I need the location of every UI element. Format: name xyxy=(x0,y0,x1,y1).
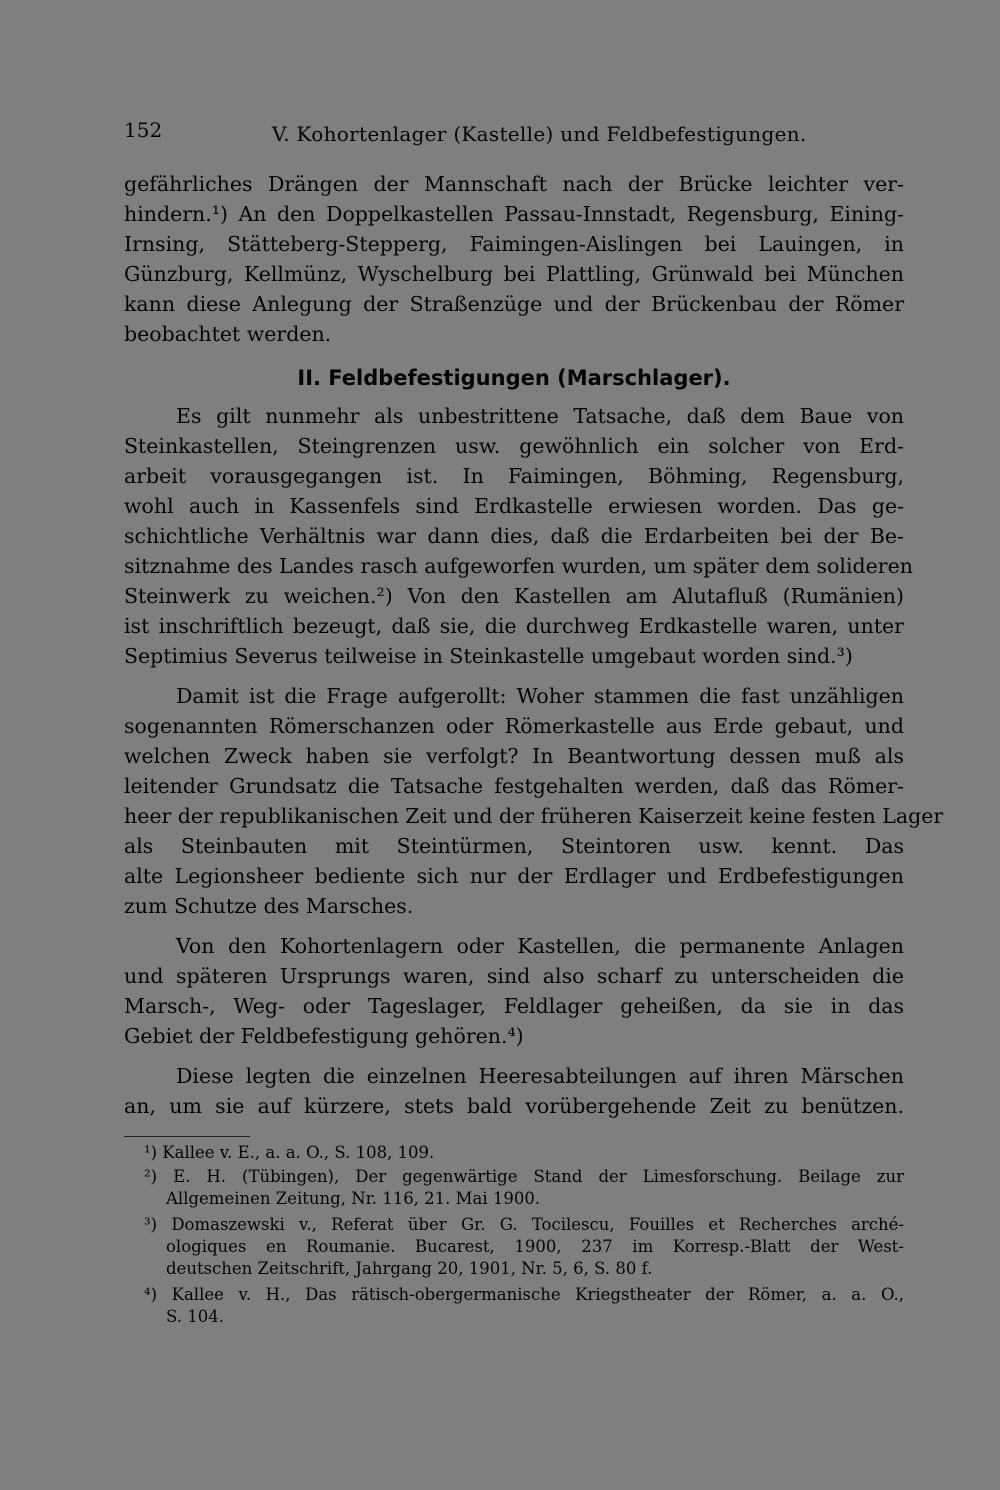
body-line: alte Legionsheer bediente sich nur der Erdlager und Erdbefestigungen xyxy=(124,864,904,888)
body-line: und späteren Ursprungs waren, sind also scharf zu unterscheiden die xyxy=(124,964,904,988)
body-line: Steinkastellen, Steingrenzen usw. gewöhnlich ein solcher von Erd- xyxy=(124,434,904,458)
body-line: Septimius Severus teilweise in Steinkastelle umgebaut worden sind.³) xyxy=(124,644,853,668)
body-line: kann diese Anlegung der Straßenzüge und der Brückenbau der Römer xyxy=(124,292,904,316)
footnote: S. 104. xyxy=(166,1307,224,1326)
body-line: ist inschriftlich bezeugt, daß sie, die durchweg Erdkastelle waren, unter xyxy=(124,614,904,638)
running-title: V. Kohortenlager (Kastelle) und Feldbefestigungen. xyxy=(272,122,807,146)
footnote: Allgemeinen Zeitung, Nr. 116, 21. Mai 1900. xyxy=(166,1189,541,1208)
body-line: arbeit vorausgegangen ist. In Faimingen, Böhming, Regensburg, xyxy=(124,464,904,488)
page-header xyxy=(124,118,904,154)
body-line: als Steinbauten mit Steintürmen, Steintoren usw. kennt. Das xyxy=(124,834,904,858)
footnote-rule xyxy=(124,1136,250,1137)
body-line: sitznahme des Landes rasch aufgeworfen wurden, um später dem solideren xyxy=(124,554,913,578)
body-line: Es gilt nunmehr als unbestrittene Tatsache, daß dem Baue von xyxy=(176,404,904,428)
body-line: Marsch-, Weg- oder Tageslager, Feldlager geheißen, da sie in das xyxy=(124,994,904,1018)
section-heading: II. Feldbefestigungen (Marschlager). xyxy=(297,366,731,390)
body-line: leitender Grundsatz die Tatsache festgehalten werden, daß das Römer- xyxy=(124,774,904,798)
body-line: hindern.¹) An den Doppelkastellen Passau-Innstadt, Regensburg, Eining- xyxy=(124,202,904,226)
body-line: gefährliches Drängen der Mannschaft nach der Brücke leichter ver- xyxy=(124,172,904,196)
body-line: Damit ist die Frage aufgerollt: Woher stammen die fast unzähligen xyxy=(176,684,904,708)
body-line: zum Schutze des Marsches. xyxy=(124,894,414,918)
footnote: ³) Domaszewski v., Referat über Gr. G. Tocilescu, Fouilles et Recherches arché- xyxy=(144,1215,904,1234)
body-line: sogenannten Römerschanzen oder Römerkastelle aus Erde gebaut, und xyxy=(124,714,904,738)
body-line: Irnsing, Stätteberg-Stepperg, Faimingen-Aislingen bei Lauingen, in xyxy=(124,232,904,256)
footnote: ²) E. H. (Tübingen), Der gegenwärtige Stand der Limesforschung. Beilage zur xyxy=(144,1167,904,1186)
footnote: deutschen Zeitschrift, Jahrgang 20, 1901, Nr. 5, 6, S. 80 f. xyxy=(166,1259,653,1278)
body-line: Steinwerk zu weichen.²) Von den Kastellen am Alutafluß (Rumänien) xyxy=(124,584,904,608)
body-line: an, um sie auf kürzere, stets bald vorübergehende Zeit zu benützen. xyxy=(124,1094,904,1118)
body-line: Diese legten die einzelnen Heeresabteilungen auf ihren Märschen xyxy=(176,1064,904,1088)
page-number: 152 xyxy=(124,118,163,142)
body-line: wohl auch in Kassenfels sind Erdkastelle erwiesen worden. Das ge- xyxy=(124,494,904,518)
body-line: Günzburg, Kellmünz, Wyschelburg bei Plattling, Grünwald bei München xyxy=(124,262,904,286)
body-line: welchen Zweck haben sie verfolgt? In Beantwortung dessen muß als xyxy=(124,744,904,768)
body-line: Von den Kohortenlagern oder Kastellen, die permanente Anlagen xyxy=(176,934,904,958)
body-line: heer der republikanischen Zeit und der früheren Kaiserzeit keine festen Lager xyxy=(124,804,944,828)
body-line: beobachtet werden. xyxy=(124,322,332,346)
footnote: ⁴) Kallee v. H., Das rätisch-obergermanische Kriegstheater der Römer, a. a. O., xyxy=(144,1285,904,1304)
footnote: ¹) Kallee v. E., a. a. O., S. 108, 109. xyxy=(144,1143,435,1162)
body-line: schichtliche Verhältnis war dann dies, daß die Erdarbeiten bei der Be- xyxy=(124,524,904,548)
body-line: Gebiet der Feldbefestigung gehören.⁴) xyxy=(124,1024,524,1048)
footnote: ologiques en Roumanie. Bucarest, 1900, 237 im Korresp.-Blatt der West- xyxy=(166,1237,904,1256)
